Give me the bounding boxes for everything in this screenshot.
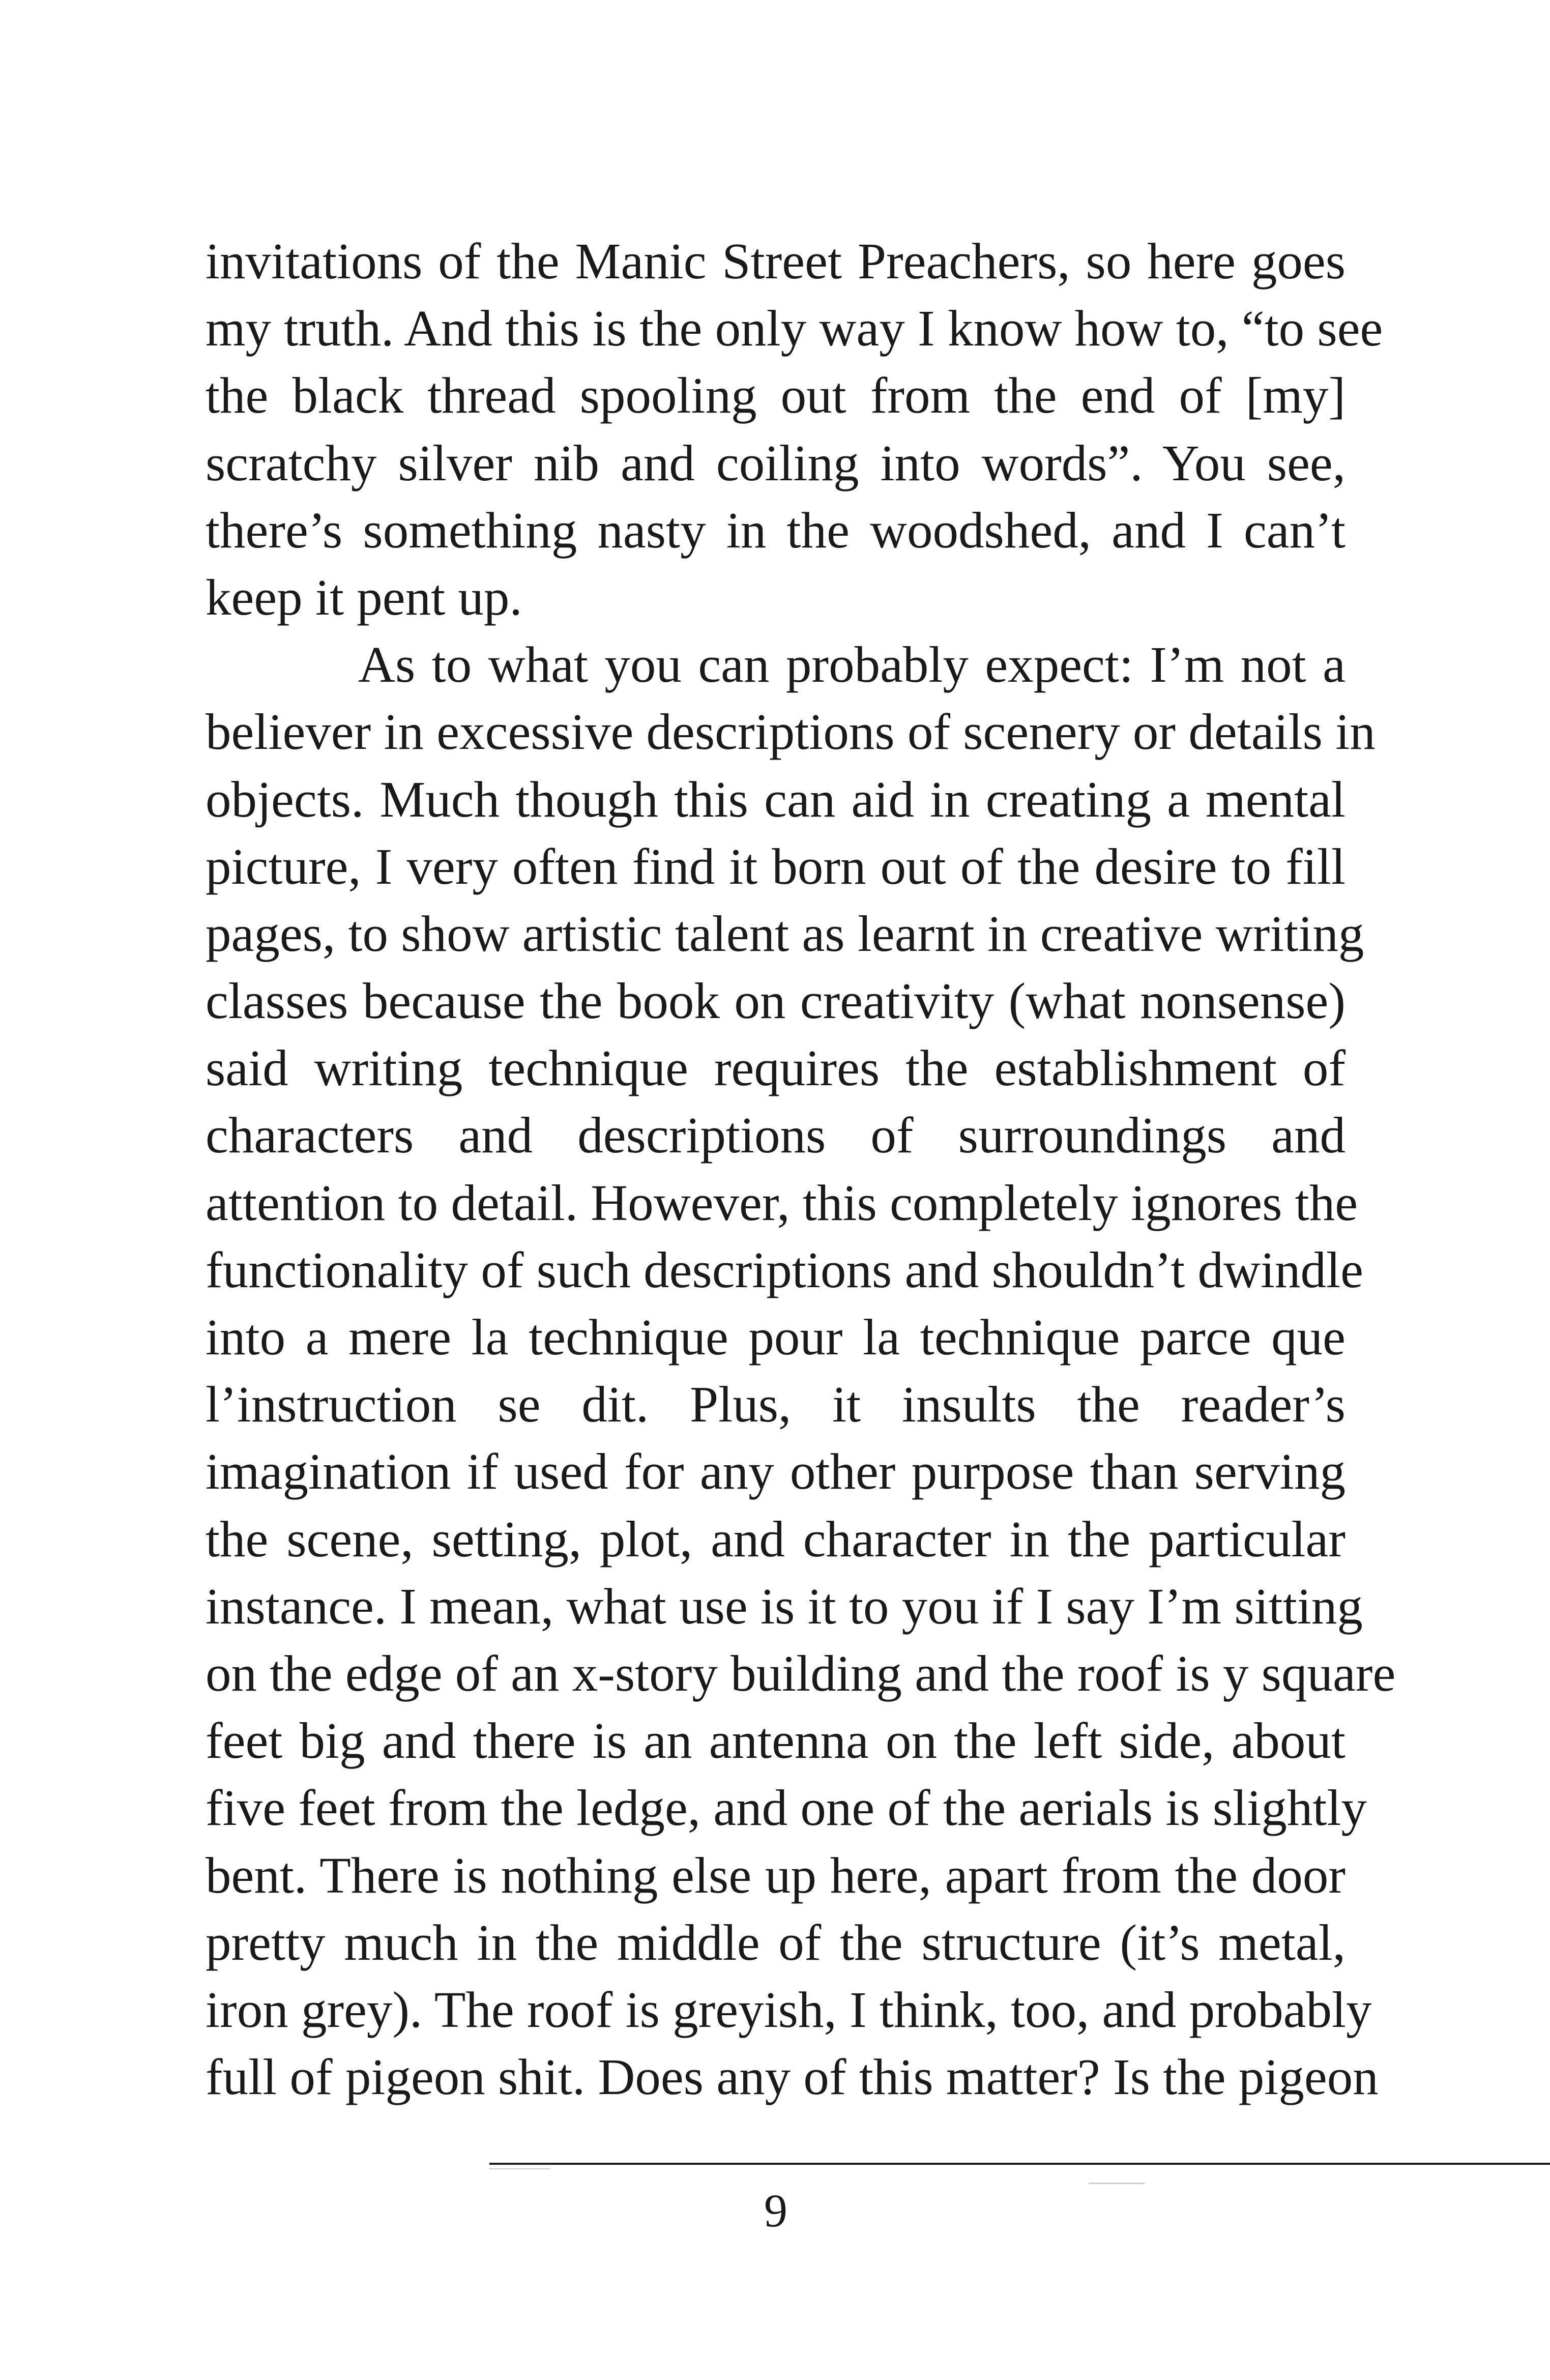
text-line: five feet from the ledge, and one of the aerials is slightly bbox=[206, 1779, 1367, 1837]
text-line: instance. I mean, what use is it to you if I say I’m sitting bbox=[206, 1577, 1363, 1635]
text-line: bent. There is nothing else up here, apart from the door bbox=[206, 1846, 1346, 1904]
text-line: pretty much in the middle of the structure (it’s metal, bbox=[206, 1913, 1346, 1971]
text-line: believer in excessive descriptions of scenery or details in bbox=[206, 703, 1376, 761]
text-line: the scene, setting, plot, and character in the particular bbox=[206, 1510, 1346, 1568]
text-line: invitations of the Manic Street Preachers, so here goes bbox=[206, 233, 1346, 289]
text-line: classes because the book on creativity (what nonsense) bbox=[206, 972, 1346, 1030]
text-line: picture, I very often find it born out of the desire to fill bbox=[206, 837, 1346, 895]
text-line: characters and descriptions of surroundings and bbox=[206, 1107, 1346, 1164]
text-line: the black thread spooling out from the end of [my] bbox=[206, 367, 1346, 424]
footer-divider-shadow bbox=[489, 2168, 550, 2169]
body-text bbox=[206, 227, 1396, 2110]
text-line: on the edge of an x-story building and the roof is y square bbox=[206, 1644, 1396, 1702]
text-line: said writing technique requires the establishment of bbox=[206, 1039, 1346, 1097]
page-number: 9 bbox=[764, 2185, 787, 2237]
text-line: my truth. And this is the only way I know how to, “to see bbox=[206, 300, 1383, 357]
text-line: objects. Much though this can aid in creating a mental bbox=[206, 770, 1346, 828]
text-line: feet big and there is an antenna on the left side, about bbox=[206, 1712, 1346, 1769]
text-line: full of pigeon shit. Does any of this matter? Is the pigeon bbox=[206, 2048, 1379, 2106]
footer-mark bbox=[1089, 2183, 1145, 2184]
text-line: attention to detail. However, this completely ignores the bbox=[206, 1174, 1358, 1231]
text-line: into a mere la technique pour la technique parce que bbox=[206, 1309, 1346, 1366]
text-line: iron grey). The roof is greyish, I think, too, and probably bbox=[206, 1981, 1372, 2038]
text-line: l’instruction se dit. Plus, it insults the reader’s bbox=[206, 1376, 1346, 1433]
text-line: functionality of such descriptions and shouldn’t dwindle bbox=[206, 1241, 1363, 1298]
text-line: there’s something nasty in the woodshed, and I can’t bbox=[206, 501, 1346, 559]
text-line: As to what you can probably expect: I’m not a bbox=[358, 636, 1346, 693]
text-line: imagination if used for any other purpose than serving bbox=[206, 1443, 1346, 1500]
footer-divider bbox=[489, 2163, 1550, 2165]
text-line: pages, to show artistic talent as learnt in creative writing bbox=[206, 905, 1364, 962]
text-line: scratchy silver nib and coiling into words”. You see, bbox=[206, 434, 1346, 491]
text-line: keep it pent up. bbox=[206, 568, 522, 626]
